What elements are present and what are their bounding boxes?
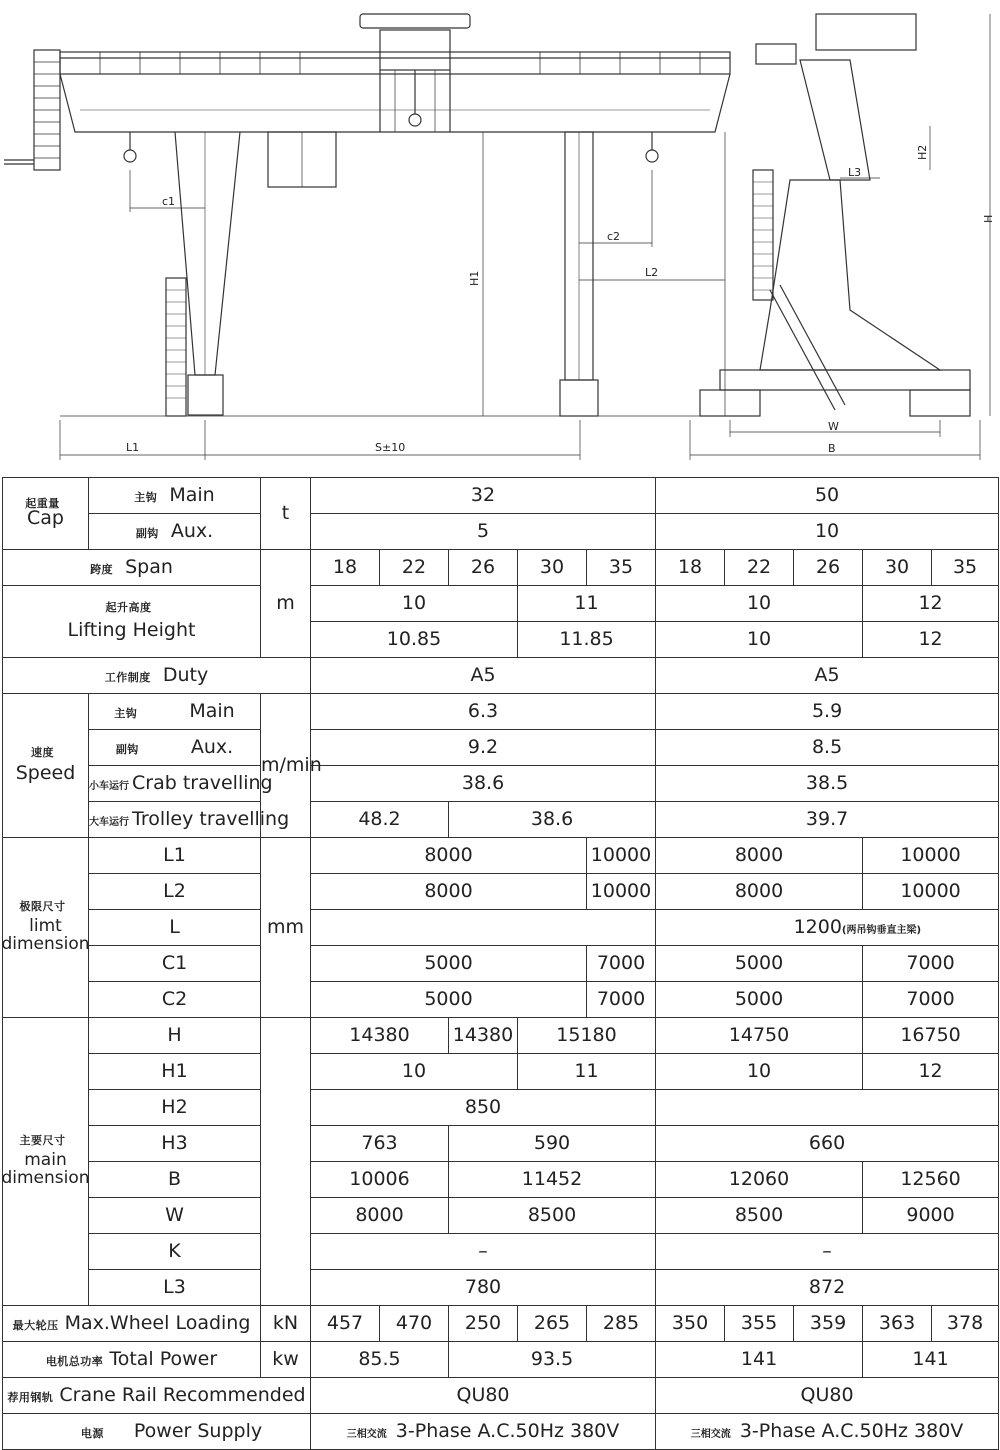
power-cell: 93.5 — [449, 1342, 656, 1378]
power-unit: kw — [261, 1342, 311, 1378]
main-cell: 10 — [311, 1054, 518, 1090]
label-l3: L3 — [848, 166, 862, 179]
row-lift-1 — [3, 586, 999, 622]
power-label: 电机总功率 Total Power — [3, 1342, 261, 1378]
limit-l1-label: L1 — [89, 838, 261, 874]
cap-main-label: 主钩 Main — [89, 478, 261, 514]
rail-cell: QU80 — [656, 1378, 999, 1414]
label-c2: c2 — [607, 230, 621, 243]
row-speed-trolley — [3, 802, 999, 838]
row-main-b — [3, 1162, 999, 1198]
main-cell: 12060 — [656, 1162, 863, 1198]
wheel-cell: 470 — [380, 1306, 449, 1342]
span-cell: 26 — [794, 550, 863, 586]
row-rail — [3, 1378, 999, 1414]
cap-label: 起重量 Cap — [3, 478, 89, 550]
span-cell: 35 — [587, 550, 656, 586]
row-wheel — [3, 1306, 999, 1342]
main-cell: 15180 — [518, 1018, 656, 1054]
row-limit-l — [3, 910, 999, 946]
main-w-label: W — [89, 1198, 261, 1234]
lift-cell: 11.85 — [518, 622, 656, 658]
row-duty — [3, 658, 999, 694]
limit-cell: 8000 — [656, 874, 863, 910]
span-cell: 18 — [311, 550, 380, 586]
main-cell: 780 — [311, 1270, 656, 1306]
row-main-l3 — [3, 1270, 999, 1306]
row-main-h2 — [3, 1090, 999, 1126]
main-k-label: K — [89, 1234, 261, 1270]
main-cell: 850 — [311, 1090, 656, 1126]
row-main-h — [3, 1018, 999, 1054]
span-cell: 30 — [863, 550, 932, 586]
label-b: B — [828, 442, 836, 455]
cap-main-32: 32 — [311, 478, 656, 514]
label-h: H — [982, 214, 995, 223]
main-cell: 14380 — [449, 1018, 518, 1054]
row-main-w — [3, 1198, 999, 1234]
lift-cell: 11 — [518, 586, 656, 622]
limit-label: 极限尺寸 limt dimension — [3, 838, 89, 1018]
speed-unit: m/min — [261, 694, 311, 838]
wheel-cell: 363 — [863, 1306, 932, 1342]
limit-cell: 10000 — [587, 838, 656, 874]
limit-l-label: L — [89, 910, 261, 946]
speed-cell: 39.7 — [656, 802, 999, 838]
main-cell — [656, 1090, 999, 1126]
limit-cell: 1200(两吊钩垂直主梁) — [656, 910, 999, 946]
power-cell: 141 — [863, 1342, 999, 1378]
row-limit-l1 — [3, 838, 999, 874]
lift-label: 起升高度 Lifting Height — [3, 586, 261, 658]
label-c1: c1 — [162, 195, 176, 208]
limit-cell — [311, 910, 656, 946]
limit-cell: 8000 — [311, 838, 587, 874]
main-cell: 10 — [656, 1054, 863, 1090]
wheel-cell: 285 — [587, 1306, 656, 1342]
lift-cell: 12 — [863, 622, 999, 658]
main-cell: 8500 — [449, 1198, 656, 1234]
lift-cell: 12 — [863, 586, 999, 622]
wheel-cell: 250 — [449, 1306, 518, 1342]
cap-unit: t — [261, 478, 311, 550]
speed-cell: 38.6 — [311, 766, 656, 802]
wheel-cell: 378 — [932, 1306, 999, 1342]
speed-cell: 6.3 — [311, 694, 656, 730]
span-label: 跨度 Span — [3, 550, 261, 586]
row-limit-c1 — [3, 946, 999, 982]
wheel-cell: 457 — [311, 1306, 380, 1342]
main-cell: – — [311, 1234, 656, 1270]
limit-cell: 7000 — [587, 982, 656, 1018]
duty-cell: A5 — [656, 658, 999, 694]
speed-label: 速度 Speed — [3, 694, 89, 838]
speed-cell: 38.5 — [656, 766, 999, 802]
main-cell: 763 — [311, 1126, 449, 1162]
speed-cell: 8.5 — [656, 730, 999, 766]
main-cell: 12 — [863, 1054, 999, 1090]
cap-main-50: 50 — [656, 478, 999, 514]
side-view — [690, 14, 995, 460]
wheel-unit: kN — [261, 1306, 311, 1342]
row-speed-aux — [3, 730, 999, 766]
main-dim-label: 主要尺寸 main dimension — [3, 1018, 89, 1306]
lift-cell: 10 — [311, 586, 518, 622]
main-cell: 8000 — [311, 1198, 449, 1234]
power-cell: 141 — [656, 1342, 863, 1378]
main-h-label: H — [89, 1018, 261, 1054]
main-cell: 8500 — [656, 1198, 863, 1234]
limit-cell: 7000 — [863, 982, 999, 1018]
front-view — [4, 14, 730, 460]
row-cap-main — [3, 478, 999, 514]
main-cell: 590 — [449, 1126, 656, 1162]
main-cell: 11 — [518, 1054, 656, 1090]
row-main-k — [3, 1234, 999, 1270]
cap-aux-10: 10 — [656, 514, 999, 550]
span-cell: 18 — [656, 550, 725, 586]
main-h1-label: H1 — [89, 1054, 261, 1090]
row-limit-l2 — [3, 874, 999, 910]
limit-cell: 10000 — [863, 874, 999, 910]
main-cell: – — [656, 1234, 999, 1270]
rail-cell: QU80 — [311, 1378, 656, 1414]
wheel-label: 最大轮压 Max.Wheel Loading — [3, 1306, 261, 1342]
duty-cell: A5 — [311, 658, 656, 694]
lift-cell: 10 — [656, 622, 863, 658]
row-limit-c2 — [3, 982, 999, 1018]
main-cell: 9000 — [863, 1198, 999, 1234]
limit-c2-label: C2 — [89, 982, 261, 1018]
span-cell: 22 — [380, 550, 449, 586]
row-supply — [3, 1414, 999, 1450]
limit-cell: 10000 — [587, 874, 656, 910]
main-cell: 10006 — [311, 1162, 449, 1198]
lift-cell: 10.85 — [311, 622, 518, 658]
speed-cell: 9.2 — [311, 730, 656, 766]
span-cell: 30 — [518, 550, 587, 586]
main-cell: 14750 — [656, 1018, 863, 1054]
limit-cell: 7000 — [863, 946, 999, 982]
wheel-cell: 350 — [656, 1306, 725, 1342]
limit-cell: 7000 — [587, 946, 656, 982]
main-dim-unit — [261, 1018, 311, 1306]
main-cell: 14380 — [311, 1018, 449, 1054]
limit-c1-label: C1 — [89, 946, 261, 982]
row-cap-aux — [3, 514, 999, 550]
row-span — [3, 550, 999, 586]
speed-main-label: 主钩 Main — [89, 694, 261, 730]
speed-cell: 38.6 — [449, 802, 656, 838]
limit-unit: mm — [261, 838, 311, 1018]
span-cell: 35 — [932, 550, 999, 586]
main-l3-label: L3 — [89, 1270, 261, 1306]
rail-label: 荐用钢轨 Crane Rail Recommended — [3, 1378, 311, 1414]
supply-cell: 三相交流 3-Phase A.C.50Hz 380V — [656, 1414, 999, 1450]
label-l2: L2 — [645, 266, 659, 279]
main-cell: 660 — [656, 1126, 999, 1162]
speed-aux-label: 副钩 Aux. — [89, 730, 261, 766]
row-speed-main — [3, 694, 999, 730]
cap-aux-5: 5 — [311, 514, 656, 550]
lift-unit: m — [261, 550, 311, 658]
crane-drawing — [0, 0, 1000, 475]
label-w: W — [828, 420, 839, 433]
main-h3-label: H3 — [89, 1126, 261, 1162]
main-cell: 11452 — [449, 1162, 656, 1198]
speed-cell: 48.2 — [311, 802, 449, 838]
row-main-h3 — [3, 1126, 999, 1162]
wheel-cell: 265 — [518, 1306, 587, 1342]
main-cell: 872 — [656, 1270, 999, 1306]
speed-crab-label: 小车运行 Crab travelling — [89, 766, 261, 802]
supply-cell: 三相交流 3-Phase A.C.50Hz 380V — [311, 1414, 656, 1450]
label-l1: L1 — [126, 441, 140, 454]
duty-label: 工作制度 Duty — [3, 658, 311, 694]
span-cell: 26 — [449, 550, 518, 586]
limit-cell: 5000 — [656, 946, 863, 982]
main-b-label: B — [89, 1162, 261, 1198]
limit-l2-label: L2 — [89, 874, 261, 910]
supply-label: 电源 Power Supply — [3, 1414, 311, 1450]
spec-table — [2, 477, 999, 1450]
power-cell: 85.5 — [311, 1342, 449, 1378]
wheel-cell: 355 — [725, 1306, 794, 1342]
speed-cell: 5.9 — [656, 694, 999, 730]
main-cell: 16750 — [863, 1018, 999, 1054]
limit-cell: 10000 — [863, 838, 999, 874]
row-speed-crab — [3, 766, 999, 802]
lift-cell: 10 — [656, 586, 863, 622]
main-h2-label: H2 — [89, 1090, 261, 1126]
row-power — [3, 1342, 999, 1378]
row-main-h1 — [3, 1054, 999, 1090]
cap-aux-label: 副钩 Aux. — [89, 514, 261, 550]
limit-cell: 5000 — [311, 946, 587, 982]
label-span: S±10 — [375, 441, 406, 454]
main-cell: 12560 — [863, 1162, 999, 1198]
label-h2: H2 — [916, 144, 929, 160]
limit-cell: 8000 — [656, 838, 863, 874]
limit-cell: 8000 — [311, 874, 587, 910]
wheel-cell: 359 — [794, 1306, 863, 1342]
speed-trolley-label: 大车运行 Trolley travelling — [89, 802, 261, 838]
limit-cell: 5000 — [311, 982, 587, 1018]
limit-cell: 5000 — [656, 982, 863, 1018]
span-cell: 22 — [725, 550, 794, 586]
label-h1: H1 — [468, 270, 481, 286]
